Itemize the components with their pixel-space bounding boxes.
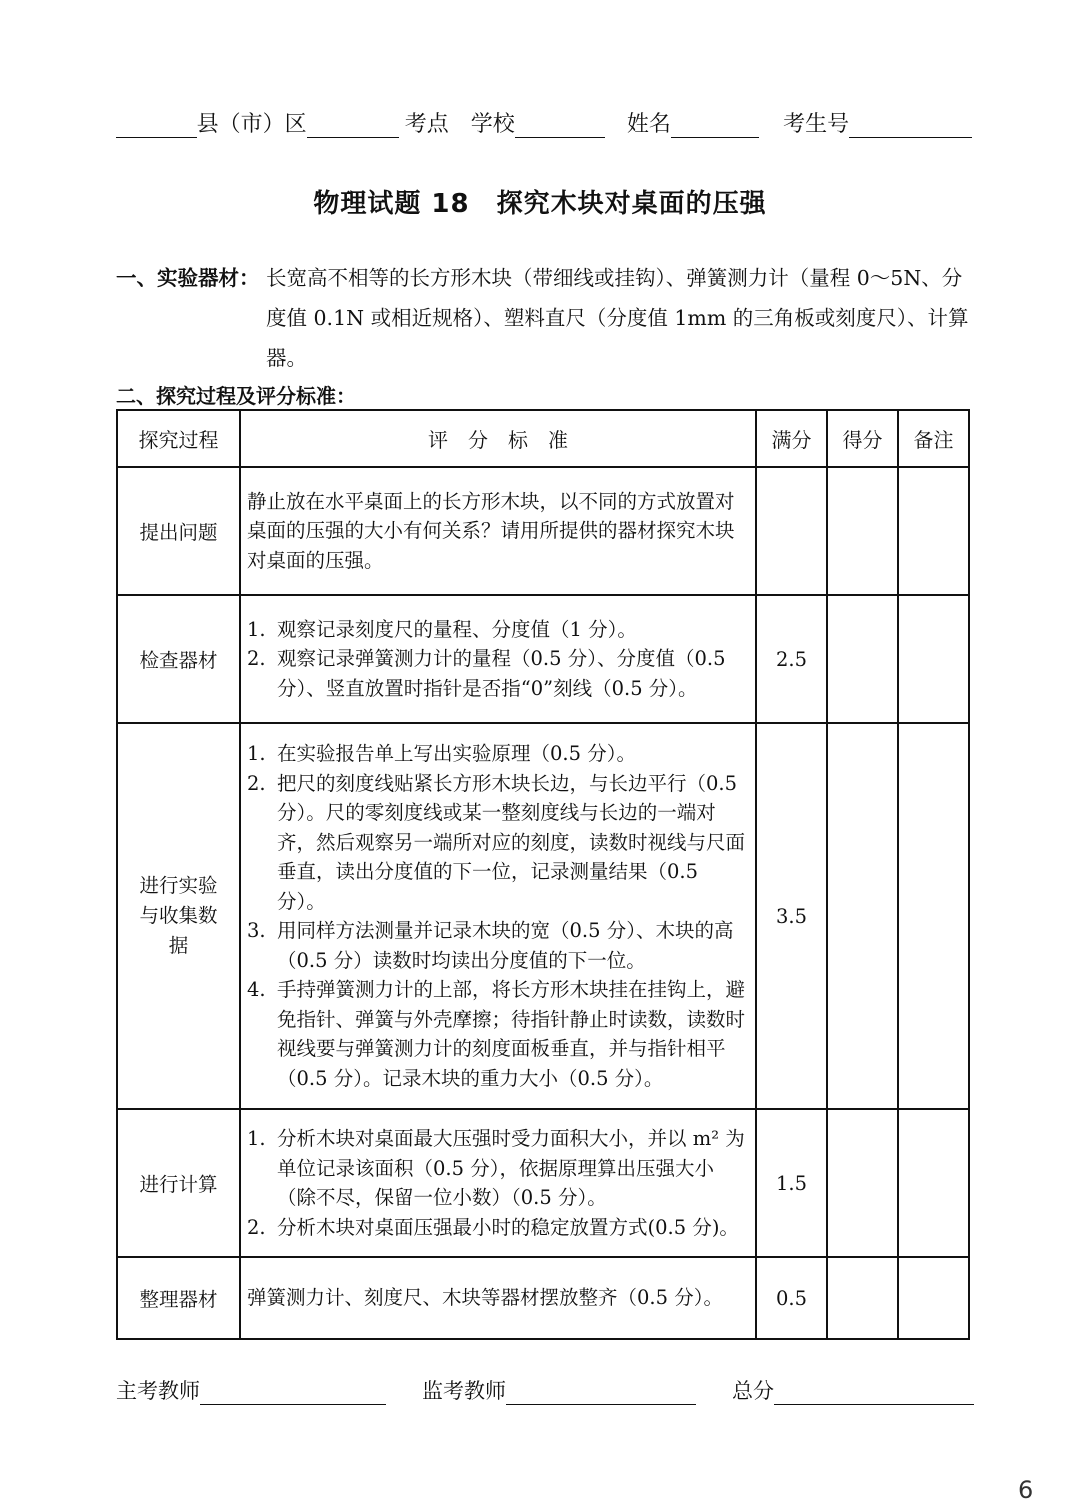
full-score-cell: 0.5 [756,1257,827,1339]
got-score-cell[interactable] [827,723,898,1109]
process-cell: 进行计算 [117,1109,240,1257]
criteria-item: 2. 把尺的刻度线贴紧长方形木块长边，与长边平行（0.5 分）。尺的零刻度线或某一整刻度线与长边的一端对齐，然后观察另一端所对应的刻度，读数时视线与尺面垂直，读出分度值的下一位，记录测量结果（0.5 分）。 [247,771,746,913]
note-cell[interactable] [898,723,969,1109]
proctor-label: 监考教师 [422,1379,506,1403]
criteria-cell [240,723,756,1109]
exam-site-label: 考点 [404,112,449,137]
criteria-cell: 静止放在水平桌面上的长方形木块，以不同的方式放置对桌面的压强的大小有何关系？请用所提供的器材探究木块对桌面的压强。 [240,467,756,595]
full-score-cell: 3.5 [756,723,827,1109]
total-label: 总分 [732,1379,774,1403]
full-score-cell [756,467,827,595]
header-got: 得分 [827,410,898,467]
scoring-table [116,409,970,1340]
header-process: 探究过程 [117,410,240,467]
table-row [117,1109,969,1257]
note-cell[interactable] [898,1257,969,1339]
chief-examiner-blank[interactable] [200,1382,386,1405]
header-note: 备注 [898,410,969,467]
process-cell: 提出问题 [117,467,240,595]
process-section-label: 二、探究过程及评分标准： [116,384,356,408]
county-blank[interactable] [116,115,197,138]
page-title: 物理试题 18 探究木块对桌面的压强 [313,189,767,219]
criteria-cell [240,595,756,723]
criteria-item: 1. 分析木块对桌面最大压强时受力面积大小，并以 m² 为单位记录该面积（0.5 分），依据原理算出压强大小（除不尽，保留一位小数）（0.5 分）。 [247,1127,745,1209]
criteria-item: 2. 分析木块对桌面压强最小时的稳定放置方式(0.5 分)。 [247,1215,739,1239]
got-score-cell[interactable] [827,1257,898,1339]
header-fields [116,104,972,138]
process-cell: 整理器材 [117,1257,240,1339]
criteria-item: 2. 观察记录弹簧测力计的量程（0.5 分）、分度值（0.5 分）、竖直放置时指针是否指“0”刻线（0.5 分）。 [247,647,726,700]
exam-no-blank[interactable] [849,115,972,138]
got-score-cell[interactable] [827,1109,898,1257]
full-score-cell: 2.5 [756,595,827,723]
note-cell[interactable] [898,595,969,723]
full-score-cell: 1.5 [756,1109,827,1257]
table-row [117,467,969,595]
exam-no-label: 考生号 [783,112,850,137]
criteria-cell [240,1109,756,1257]
county-label: 县（市）区 [196,112,307,137]
table-row [117,595,969,723]
criteria-item: 4. 手持弹簧测力计的上部，将长方形木块挂在挂钩上，避免指针、弹簧与外壳摩擦；待指针静止时读数，读数时视线要与弹簧测力计的刻度面板垂直，并与指针相平（0.5 分）。记录木块的重力大小（0.5 分）。 [247,978,746,1090]
criteria-item: 1. 观察记录刻度尺的量程、分度值（1 分）。 [247,617,637,641]
name-blank[interactable] [671,115,759,138]
process-cell: 进行实验与收集数据 [117,723,240,1109]
name-label: 姓名 [626,112,671,137]
header-criteria: 评 分 标 准 [240,410,756,467]
criteria-cell: 弹簧测力计、刻度尺、木块等器材摆放整齐（0.5 分）。 [240,1257,756,1339]
table-row [117,1257,969,1339]
got-score-cell[interactable] [827,467,898,595]
header-full: 满分 [756,410,827,467]
total-blank[interactable] [774,1382,974,1405]
signature-footer [116,1375,976,1405]
process-cell: 检查器材 [117,595,240,723]
criteria-item: 3. 用同样方法测量并记录木块的宽（0.5 分）、木块的高（0.5 分）读数时均读出分度值的下一位。 [247,919,734,972]
note-cell[interactable] [898,467,969,595]
proctor-blank[interactable] [506,1382,696,1405]
page-number: 6 [1018,1476,1034,1504]
table-header-row [117,410,969,467]
school-label: 学校 [470,112,515,137]
table-row [117,723,969,1109]
school-blank[interactable] [515,115,605,138]
chief-examiner-label: 主考教师 [116,1379,200,1403]
district-blank[interactable] [307,115,399,138]
criteria-item: 1. 在实验报告单上写出实验原理（0.5 分）。 [247,742,636,765]
got-score-cell[interactable] [827,595,898,723]
equipment-label: 一、实验器材： [116,266,260,290]
equipment-text: 长宽高不相等的长方形木块（带细线或挂钩）、弹簧测力计（量程 0～5N、分度值 0.1N 或相近规格）、塑料直尺（分度值 1mm 的三角板或刻度尺）、计算器。 [266,266,969,370]
note-cell[interactable] [898,1109,969,1257]
